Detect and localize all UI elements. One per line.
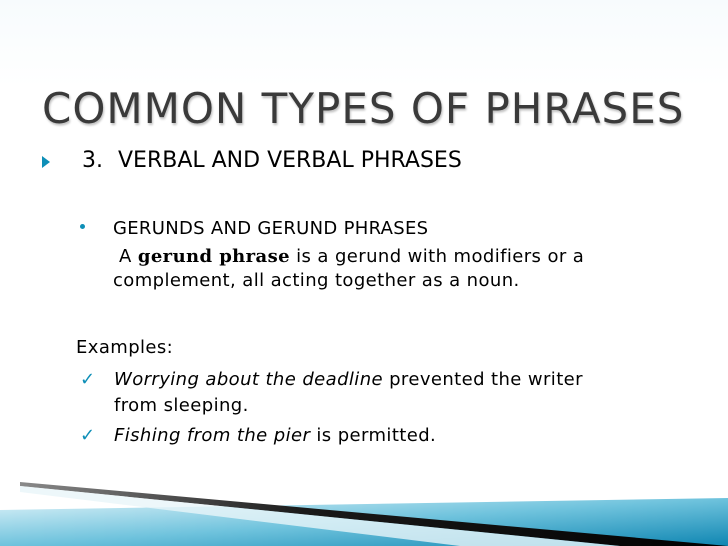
example-rest: prevented the writer [389, 369, 583, 390]
checkmark-icon: ✓ [80, 425, 96, 446]
definition-rest: is a gerund with modifiers or a [296, 246, 585, 267]
title-background-band [0, 0, 728, 86]
definition-line-1 [113, 245, 683, 269]
example-line-2: from sleeping. [114, 395, 249, 416]
section-number: 3. [82, 148, 103, 173]
example-italic: Fishing from the pier [114, 425, 311, 446]
decorative-corner-wedge [0, 440, 728, 546]
definition-term: gerund phrase [137, 246, 290, 267]
subsection-heading: GERUNDS AND GERUND PHRASES [113, 218, 429, 239]
dot-bullet-icon [80, 224, 85, 229]
examples-label: Examples: [76, 337, 174, 358]
example-text [114, 367, 583, 419]
checkmark-icon: ✓ [80, 369, 96, 390]
triangle-bullet-icon [42, 156, 50, 168]
example-rest: is permitted. [316, 425, 437, 446]
example-italic: Worrying about the deadline [114, 369, 383, 390]
definition-prefix: A [119, 246, 132, 267]
section-heading: VERBAL AND VERBAL PHRASES [118, 148, 462, 173]
definition-paragraph [113, 245, 683, 293]
definition-line-2: complement, all acting together as a noun. [113, 270, 520, 291]
slide-title: COMMON TYPES OF PHRASES [42, 84, 685, 133]
